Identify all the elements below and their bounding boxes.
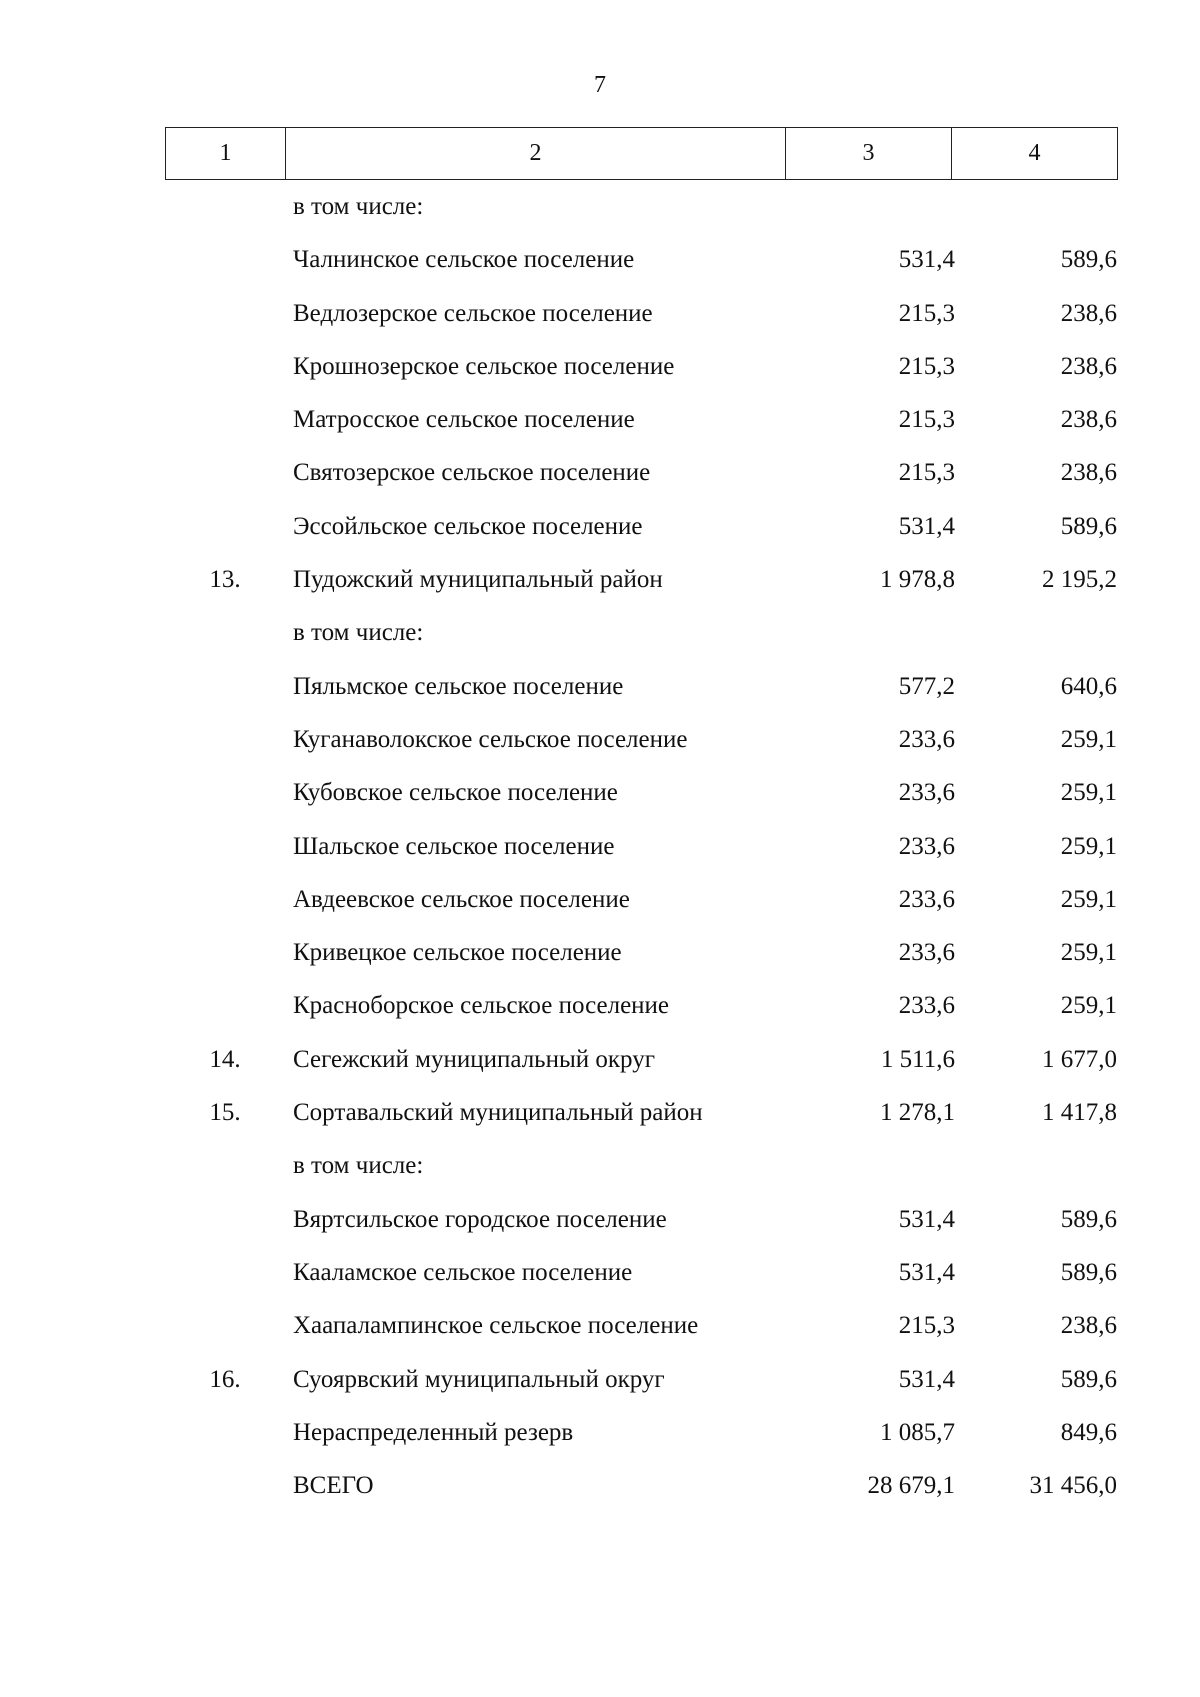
row-value-col4: 259,1 — [1060, 779, 1117, 807]
row-name: Куганаволокское сельское поселение — [293, 725, 688, 753]
row-value-col4: 640,6 — [1060, 672, 1117, 700]
table-row — [165, 340, 1117, 393]
table-row — [165, 1353, 1117, 1406]
row-value-col3: 233,6 — [898, 939, 955, 967]
row-number: 15. — [209, 1099, 241, 1127]
row-value-col3: 531,4 — [898, 246, 955, 274]
row-name: Сортавальский муниципальный район — [293, 1099, 703, 1127]
row-name: в том числе: — [293, 193, 424, 220]
row-value-col4: 1 677,0 — [1042, 1045, 1117, 1073]
row-value-col3: 233,6 — [898, 992, 955, 1020]
table-row — [165, 1033, 1117, 1086]
row-name: Красноборское сельское поселение — [293, 992, 670, 1020]
row-number: 13. — [209, 566, 241, 594]
row-name: Шальское сельское поселение — [293, 832, 615, 860]
row-value-col3: 233,6 — [898, 779, 955, 807]
table-row — [165, 820, 1117, 873]
column-header-row — [166, 128, 1118, 180]
row-name: Хаапалампинское сельское поселение — [293, 1312, 699, 1340]
row-name: в том числе: — [293, 619, 424, 647]
row-value-col4: 2 195,2 — [1042, 566, 1117, 594]
row-name: Авдеевское сельское поселение — [293, 885, 630, 913]
row-name: Кааламское сельское поселение — [293, 1258, 633, 1286]
row-value-col4: 238,6 — [1060, 406, 1117, 434]
row-value-col3: 531,4 — [898, 1258, 955, 1286]
page-number: 7 — [594, 72, 606, 98]
row-value-col4: 238,6 — [1060, 459, 1117, 487]
row-name: Чалнинское сельское поселение — [293, 246, 635, 274]
row-name: Святозерское сельское поселение — [293, 459, 651, 487]
column-header-3: 3 — [786, 128, 952, 180]
row-value-col4: 259,1 — [1060, 992, 1117, 1020]
table-body — [165, 180, 1117, 1512]
row-value-col4: 1 417,8 — [1042, 1099, 1117, 1127]
table-row — [165, 1299, 1117, 1352]
row-name: Эссойльское сельское поселение — [293, 512, 643, 540]
table-row — [165, 713, 1117, 766]
table-row — [165, 1459, 1117, 1512]
row-value-col3: 531,4 — [898, 512, 955, 540]
row-name: Матросское сельское поселение — [293, 406, 635, 434]
row-value-col3: 215,3 — [898, 299, 955, 327]
table-row — [165, 1246, 1117, 1299]
row-value-col4: 259,1 — [1060, 939, 1117, 967]
row-value-col4: 589,6 — [1060, 1205, 1117, 1233]
row-value-col3: 1 511,6 — [880, 1045, 955, 1073]
table-row — [165, 446, 1117, 499]
row-name: Нераспределенный резерв — [293, 1418, 574, 1446]
row-value-col4: 238,6 — [1060, 1312, 1117, 1340]
row-number: 16. — [209, 1365, 241, 1393]
row-value-col3: 215,3 — [898, 459, 955, 487]
row-value-col3: 28 679,1 — [867, 1472, 955, 1500]
row-value-col3: 577,2 — [898, 672, 955, 700]
table-row — [165, 180, 1117, 233]
table-row — [165, 500, 1117, 553]
row-name: в том числе: — [293, 1152, 424, 1180]
row-name: Вяртсильское городское поселение — [293, 1205, 667, 1233]
row-value-col4: 238,6 — [1060, 352, 1117, 380]
table-row — [165, 1139, 1117, 1192]
row-value-col4: 31 456,0 — [1029, 1472, 1117, 1500]
row-value-col3: 215,3 — [898, 352, 955, 380]
row-value-col4: 589,6 — [1060, 246, 1117, 274]
table-row — [165, 606, 1117, 659]
table-row — [165, 393, 1117, 446]
row-value-col3: 215,3 — [898, 1312, 955, 1340]
row-value-col3: 1 085,7 — [880, 1418, 955, 1446]
table-row — [165, 926, 1117, 979]
column-header-table — [165, 127, 1118, 180]
table-row — [165, 1406, 1117, 1459]
row-number: 14. — [209, 1045, 241, 1073]
row-value-col4: 589,6 — [1060, 512, 1117, 540]
row-name: Суоярвский муниципальный округ — [293, 1365, 665, 1393]
row-name: Кубовское сельское поселение — [293, 779, 618, 807]
row-value-col3: 215,3 — [898, 406, 955, 434]
row-value-col4: 259,1 — [1060, 725, 1117, 753]
table-row — [165, 979, 1117, 1032]
row-name: ВСЕГО — [293, 1472, 374, 1500]
table-row — [165, 287, 1117, 340]
row-value-col4: 259,1 — [1060, 832, 1117, 860]
column-header-2: 2 — [286, 128, 786, 180]
row-name: Ведлозерское сельское поселение — [293, 299, 653, 327]
row-value-col3: 233,6 — [898, 832, 955, 860]
row-name: Крошнозерское сельское поселение — [293, 352, 675, 380]
row-value-col4: 849,6 — [1060, 1418, 1117, 1446]
table-row — [165, 233, 1117, 286]
row-value-col4: 259,1 — [1060, 885, 1117, 913]
table-row — [165, 1086, 1117, 1139]
row-value-col4: 589,6 — [1060, 1365, 1117, 1393]
row-value-col3: 1 278,1 — [880, 1099, 955, 1127]
row-value-col3: 233,6 — [898, 885, 955, 913]
table-row — [165, 553, 1117, 606]
row-value-col3: 233,6 — [898, 725, 955, 753]
row-value-col3: 531,4 — [898, 1205, 955, 1233]
table-row — [165, 660, 1117, 713]
row-name: Пяльмское сельское поселение — [293, 672, 624, 700]
column-header-4: 4 — [952, 128, 1118, 180]
row-name: Пудожский муниципальный район — [293, 566, 663, 594]
column-header-1: 1 — [166, 128, 286, 180]
row-name: Сегежский муниципальный округ — [293, 1045, 655, 1073]
row-value-col4: 589,6 — [1060, 1258, 1117, 1286]
row-value-col3: 531,4 — [898, 1365, 955, 1393]
row-value-col3: 1 978,8 — [880, 566, 955, 594]
row-value-col4: 238,6 — [1060, 299, 1117, 327]
row-name: Кривецкое сельское поселение — [293, 939, 622, 967]
table-row — [165, 873, 1117, 926]
table-row — [165, 1193, 1117, 1246]
table-row — [165, 766, 1117, 819]
